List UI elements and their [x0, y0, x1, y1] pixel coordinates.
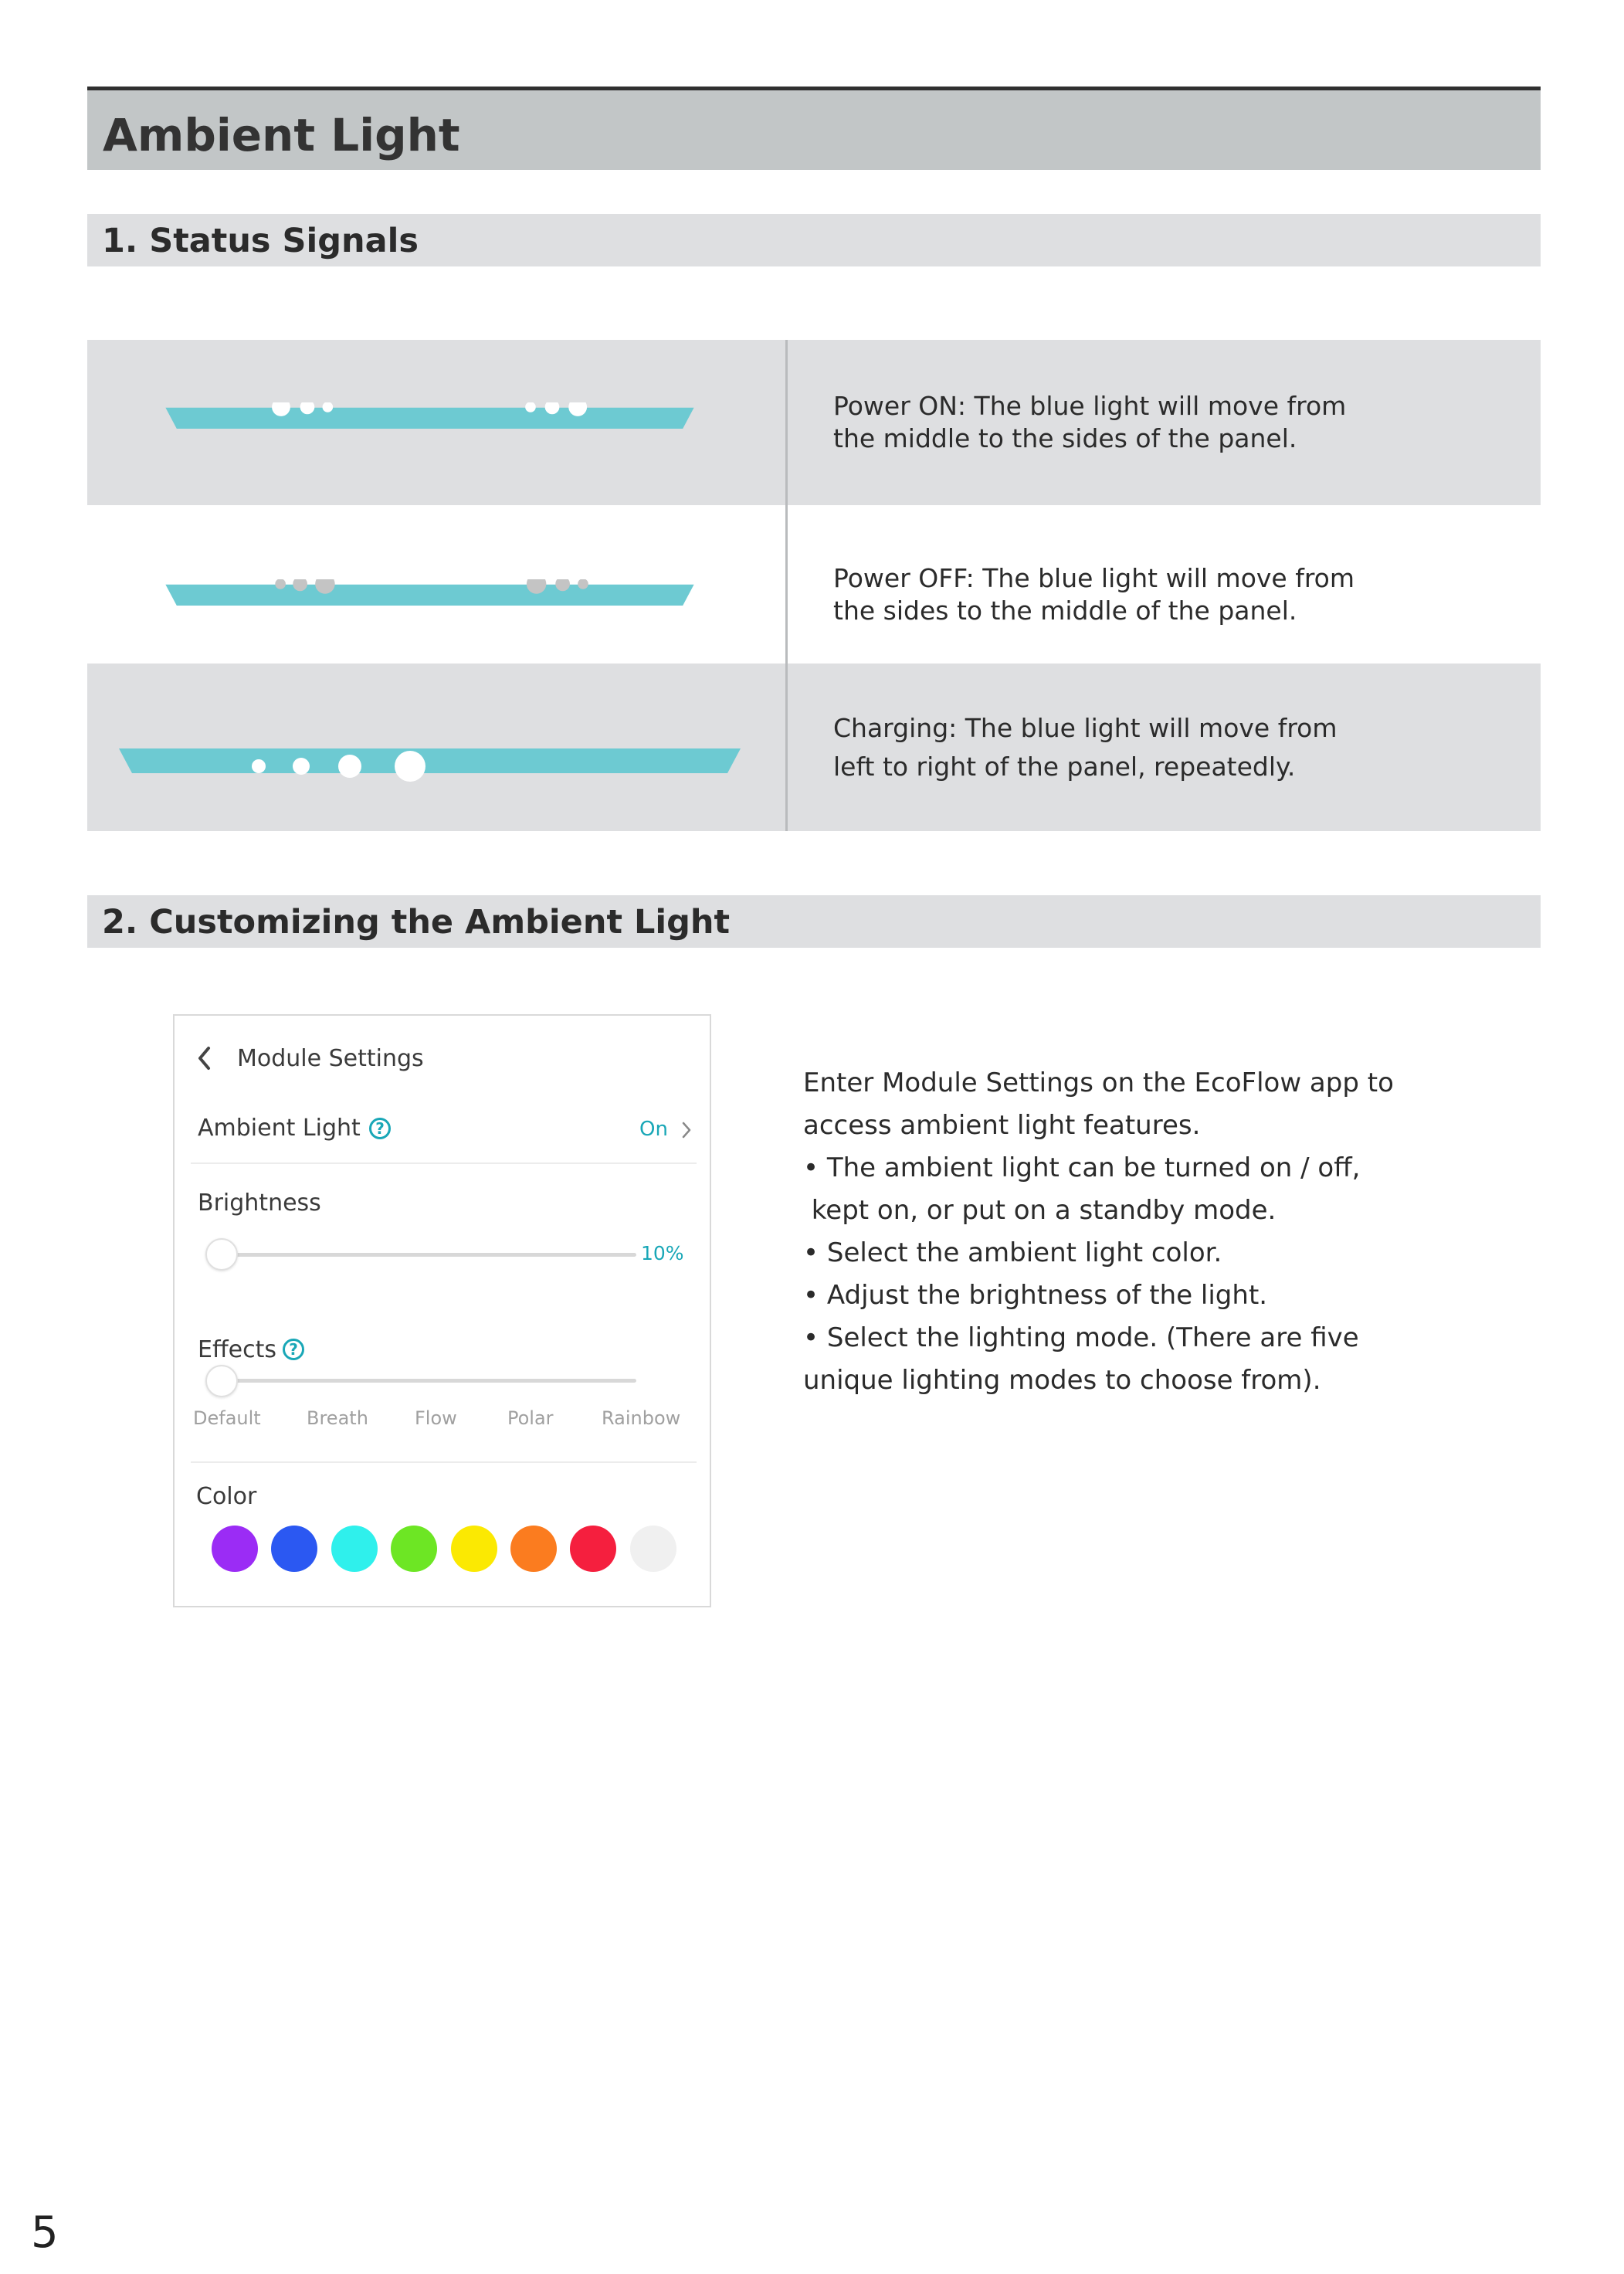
- help-icon[interactable]: ?: [283, 1339, 304, 1360]
- section-title: 2. Customizing the Ambient Light: [102, 903, 731, 942]
- brightness-value: 10%: [641, 1242, 684, 1264]
- color-swatch-orange[interactable]: [510, 1526, 557, 1572]
- chevron-right-icon[interactable]: [681, 1122, 692, 1139]
- brightness-slider-thumb[interactable]: [205, 1238, 238, 1271]
- light-panel-illustration-off: [119, 579, 741, 606]
- divider: [191, 1461, 697, 1463]
- color-swatch-yellow[interactable]: [451, 1526, 497, 1572]
- module-settings-title: Module Settings: [237, 1045, 424, 1072]
- effect-option-rainbow[interactable]: Rainbow: [602, 1407, 681, 1429]
- effects-slider-thumb[interactable]: [205, 1365, 238, 1397]
- effect-option-default[interactable]: Default: [193, 1407, 261, 1429]
- color-swatch-cyan[interactable]: [331, 1526, 378, 1572]
- divider: [191, 1162, 697, 1164]
- section-header-status-signals: [87, 214, 1541, 266]
- ambient-light-label: Ambient Light: [198, 1115, 361, 1142]
- color-swatch-red[interactable]: [570, 1526, 616, 1572]
- help-icon[interactable]: ?: [369, 1118, 391, 1139]
- status-description-charging: Charging: The blue light will move from left to right of the panel, repeatedly.: [833, 713, 1338, 782]
- section-header-customizing: [87, 895, 1541, 948]
- effect-option-polar[interactable]: Polar: [507, 1407, 554, 1429]
- effects-slider-track[interactable]: [222, 1379, 636, 1383]
- status-description-power-on: Power ON: The blue light will move from the middle to the sides of the panel.: [833, 391, 1347, 453]
- page-number: 5: [31, 2208, 59, 2258]
- back-chevron-icon[interactable]: [196, 1046, 213, 1071]
- effect-option-flow[interactable]: Flow: [415, 1407, 457, 1429]
- light-panel-illustration-on: [119, 402, 741, 429]
- app-screenshot: [173, 1014, 711, 1607]
- effects-label: Effects: [198, 1336, 276, 1363]
- ambient-light-value[interactable]: On: [639, 1118, 668, 1141]
- table-divider: [785, 340, 788, 831]
- color-swatch-white[interactable]: [630, 1526, 676, 1572]
- customization-description: Enter Module Settings on the EcoFlow app to access ambient light features. • The ambient light can be turned on / off, kept on, or put on a standby mode. • Select the ambient light color. • Adjust the brightness of the light. • Select the lighting mode. (There are five unique lighting modes to choose from).: [803, 1067, 1394, 1396]
- color-label: Color: [196, 1483, 257, 1510]
- brightness-slider-track[interactable]: [222, 1253, 636, 1257]
- brightness-label: Brightness: [198, 1190, 321, 1217]
- status-description-power-off: Power OFF: The blue light will move from the sides to the middle of the panel.: [833, 563, 1355, 626]
- color-swatch-green[interactable]: [391, 1526, 437, 1572]
- light-panel-illustration-charging: [119, 744, 741, 790]
- color-swatch-blue[interactable]: [271, 1526, 317, 1572]
- color-swatch-purple[interactable]: [212, 1526, 258, 1572]
- page-title: Ambient Light: [103, 109, 460, 161]
- effect-option-breath[interactable]: Breath: [307, 1407, 368, 1429]
- section-title: 1. Status Signals: [102, 222, 419, 260]
- title-bar: [87, 87, 1541, 170]
